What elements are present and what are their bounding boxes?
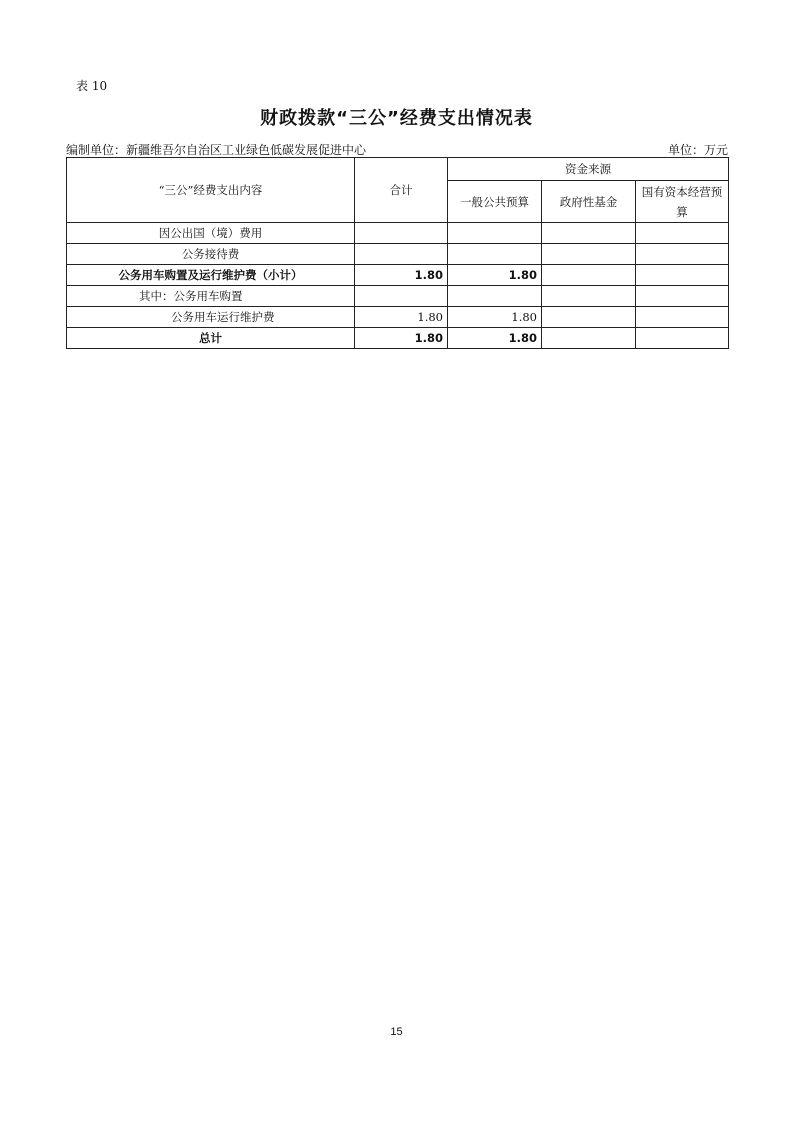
row-total — [355, 223, 448, 244]
table-row — [67, 307, 729, 328]
row-general — [448, 223, 542, 244]
header-source-group: 资金来源 — [448, 158, 729, 181]
row-label: 因公出国（境）费用 — [67, 223, 355, 244]
org-label: 编制单位：新疆维吾尔自治区工业绿色低碳发展促进中心 — [66, 143, 367, 157]
row-gov-fund — [542, 223, 636, 244]
page-number: 15 — [390, 1026, 403, 1038]
row-general: 1.80 — [448, 265, 542, 286]
row-state-capital — [636, 286, 729, 307]
row-general: 1.80 — [448, 328, 542, 349]
row-gov-fund — [542, 307, 636, 328]
row-general — [448, 244, 542, 265]
row-label: 其中：公务用车购置 — [67, 286, 355, 307]
row-label: 总计 — [67, 328, 355, 349]
row-state-capital — [636, 307, 729, 328]
row-general: 1.80 — [448, 307, 542, 328]
header-gov-fund: 政府性基金 — [542, 181, 636, 223]
unit-label: 单位：万元 — [667, 143, 728, 157]
header-general-budget: 一般公共预算 — [448, 181, 542, 223]
row-gov-fund — [542, 286, 636, 307]
table-row — [67, 286, 729, 307]
row-state-capital — [636, 265, 729, 286]
row-total: 1.80 — [355, 328, 448, 349]
row-label: 公务接待费 — [67, 244, 355, 265]
table-number: 表 10 — [76, 79, 108, 93]
header-row-1 — [67, 158, 729, 181]
row-state-capital — [636, 223, 729, 244]
header-state-capital: 国有资本经营预算 — [636, 181, 729, 223]
row-total: 1.80 — [355, 265, 448, 286]
row-label: 公务用车购置及运行维护费（小计） — [67, 265, 355, 286]
row-total — [355, 286, 448, 307]
row-state-capital — [636, 244, 729, 265]
row-label: 公务用车运行维护费 — [67, 307, 355, 328]
row-gov-fund — [542, 328, 636, 349]
expense-table — [66, 157, 729, 349]
row-gov-fund — [542, 244, 636, 265]
header-content: “三公”经费支出内容 — [67, 158, 355, 223]
table-row — [67, 223, 729, 244]
meta-row — [66, 141, 728, 158]
table-row — [67, 244, 729, 265]
header-total: 合计 — [355, 158, 448, 223]
row-gov-fund — [542, 265, 636, 286]
row-general — [448, 286, 542, 307]
table-row-total — [67, 328, 729, 349]
row-total — [355, 244, 448, 265]
row-state-capital — [636, 328, 729, 349]
page-title: 财政拨款“三公”经费支出情况表 — [260, 108, 533, 129]
row-total: 1.80 — [355, 307, 448, 328]
table-row — [67, 265, 729, 286]
